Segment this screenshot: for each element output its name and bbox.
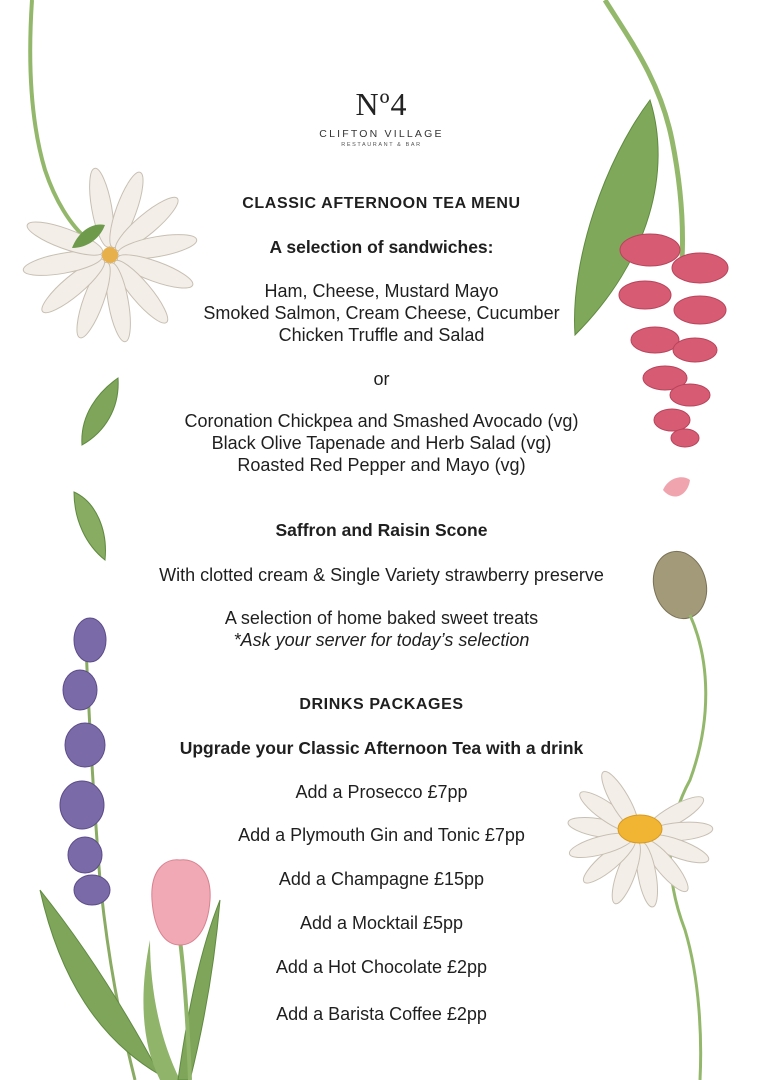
drink-item: Add a Hot Chocolate £2pp <box>275 957 488 977</box>
logo-name: CLIFTON VILLAGE <box>319 128 444 140</box>
logo-mark: Nº4 <box>355 86 408 122</box>
sandwich-item: Smoked Salmon, Cream Cheese, Cucumber <box>203 303 560 323</box>
logo-subtitle: RESTAURANT & BAR <box>341 142 422 148</box>
treats-line: A selection of home baked sweet treats <box>224 608 539 628</box>
drink-item: Add a Plymouth Gin and Tonic £7pp <box>238 825 525 845</box>
drink-item: Add a Mocktail £5pp <box>299 913 464 933</box>
drinks-title: DRINKS PACKAGES <box>299 696 464 713</box>
drink-item: Add a Barista Coffee £2pp <box>276 1004 487 1024</box>
drinks-upgrade-heading: Upgrade your Classic Afternoon Tea with a drink <box>179 738 584 758</box>
scone-description: With clotted cream & Single Variety strawberry preserve <box>159 565 604 585</box>
sandwich-item: Chicken Truffle and Salad <box>278 325 485 345</box>
lavender-icon <box>60 618 110 905</box>
drink-item: Add a Prosecco £7pp <box>295 782 468 802</box>
sandwich-heading: A selection of sandwiches: <box>269 237 494 257</box>
sandwich-item: Ham, Cheese, Mustard Mayo <box>264 281 499 301</box>
menu-title: CLASSIC AFTERNOON TEA MENU <box>242 195 521 212</box>
vegan-sandwich-item: Black Olive Tapenade and Herb Salad (vg) <box>211 433 552 453</box>
pink-petal-icon <box>663 477 690 496</box>
vegan-sandwich-item: Roasted Red Pepper and Mayo (vg) <box>237 455 526 475</box>
scone-heading: Saffron and Raisin Scone <box>275 520 488 540</box>
drink-item: Add a Champagne £15pp <box>278 869 485 889</box>
or-separator: or <box>373 369 390 389</box>
vegan-sandwich-item: Coronation Chickpea and Smashed Avocado (vg) <box>184 411 579 431</box>
treats-note: *Ask your server for today’s selection <box>233 630 530 650</box>
